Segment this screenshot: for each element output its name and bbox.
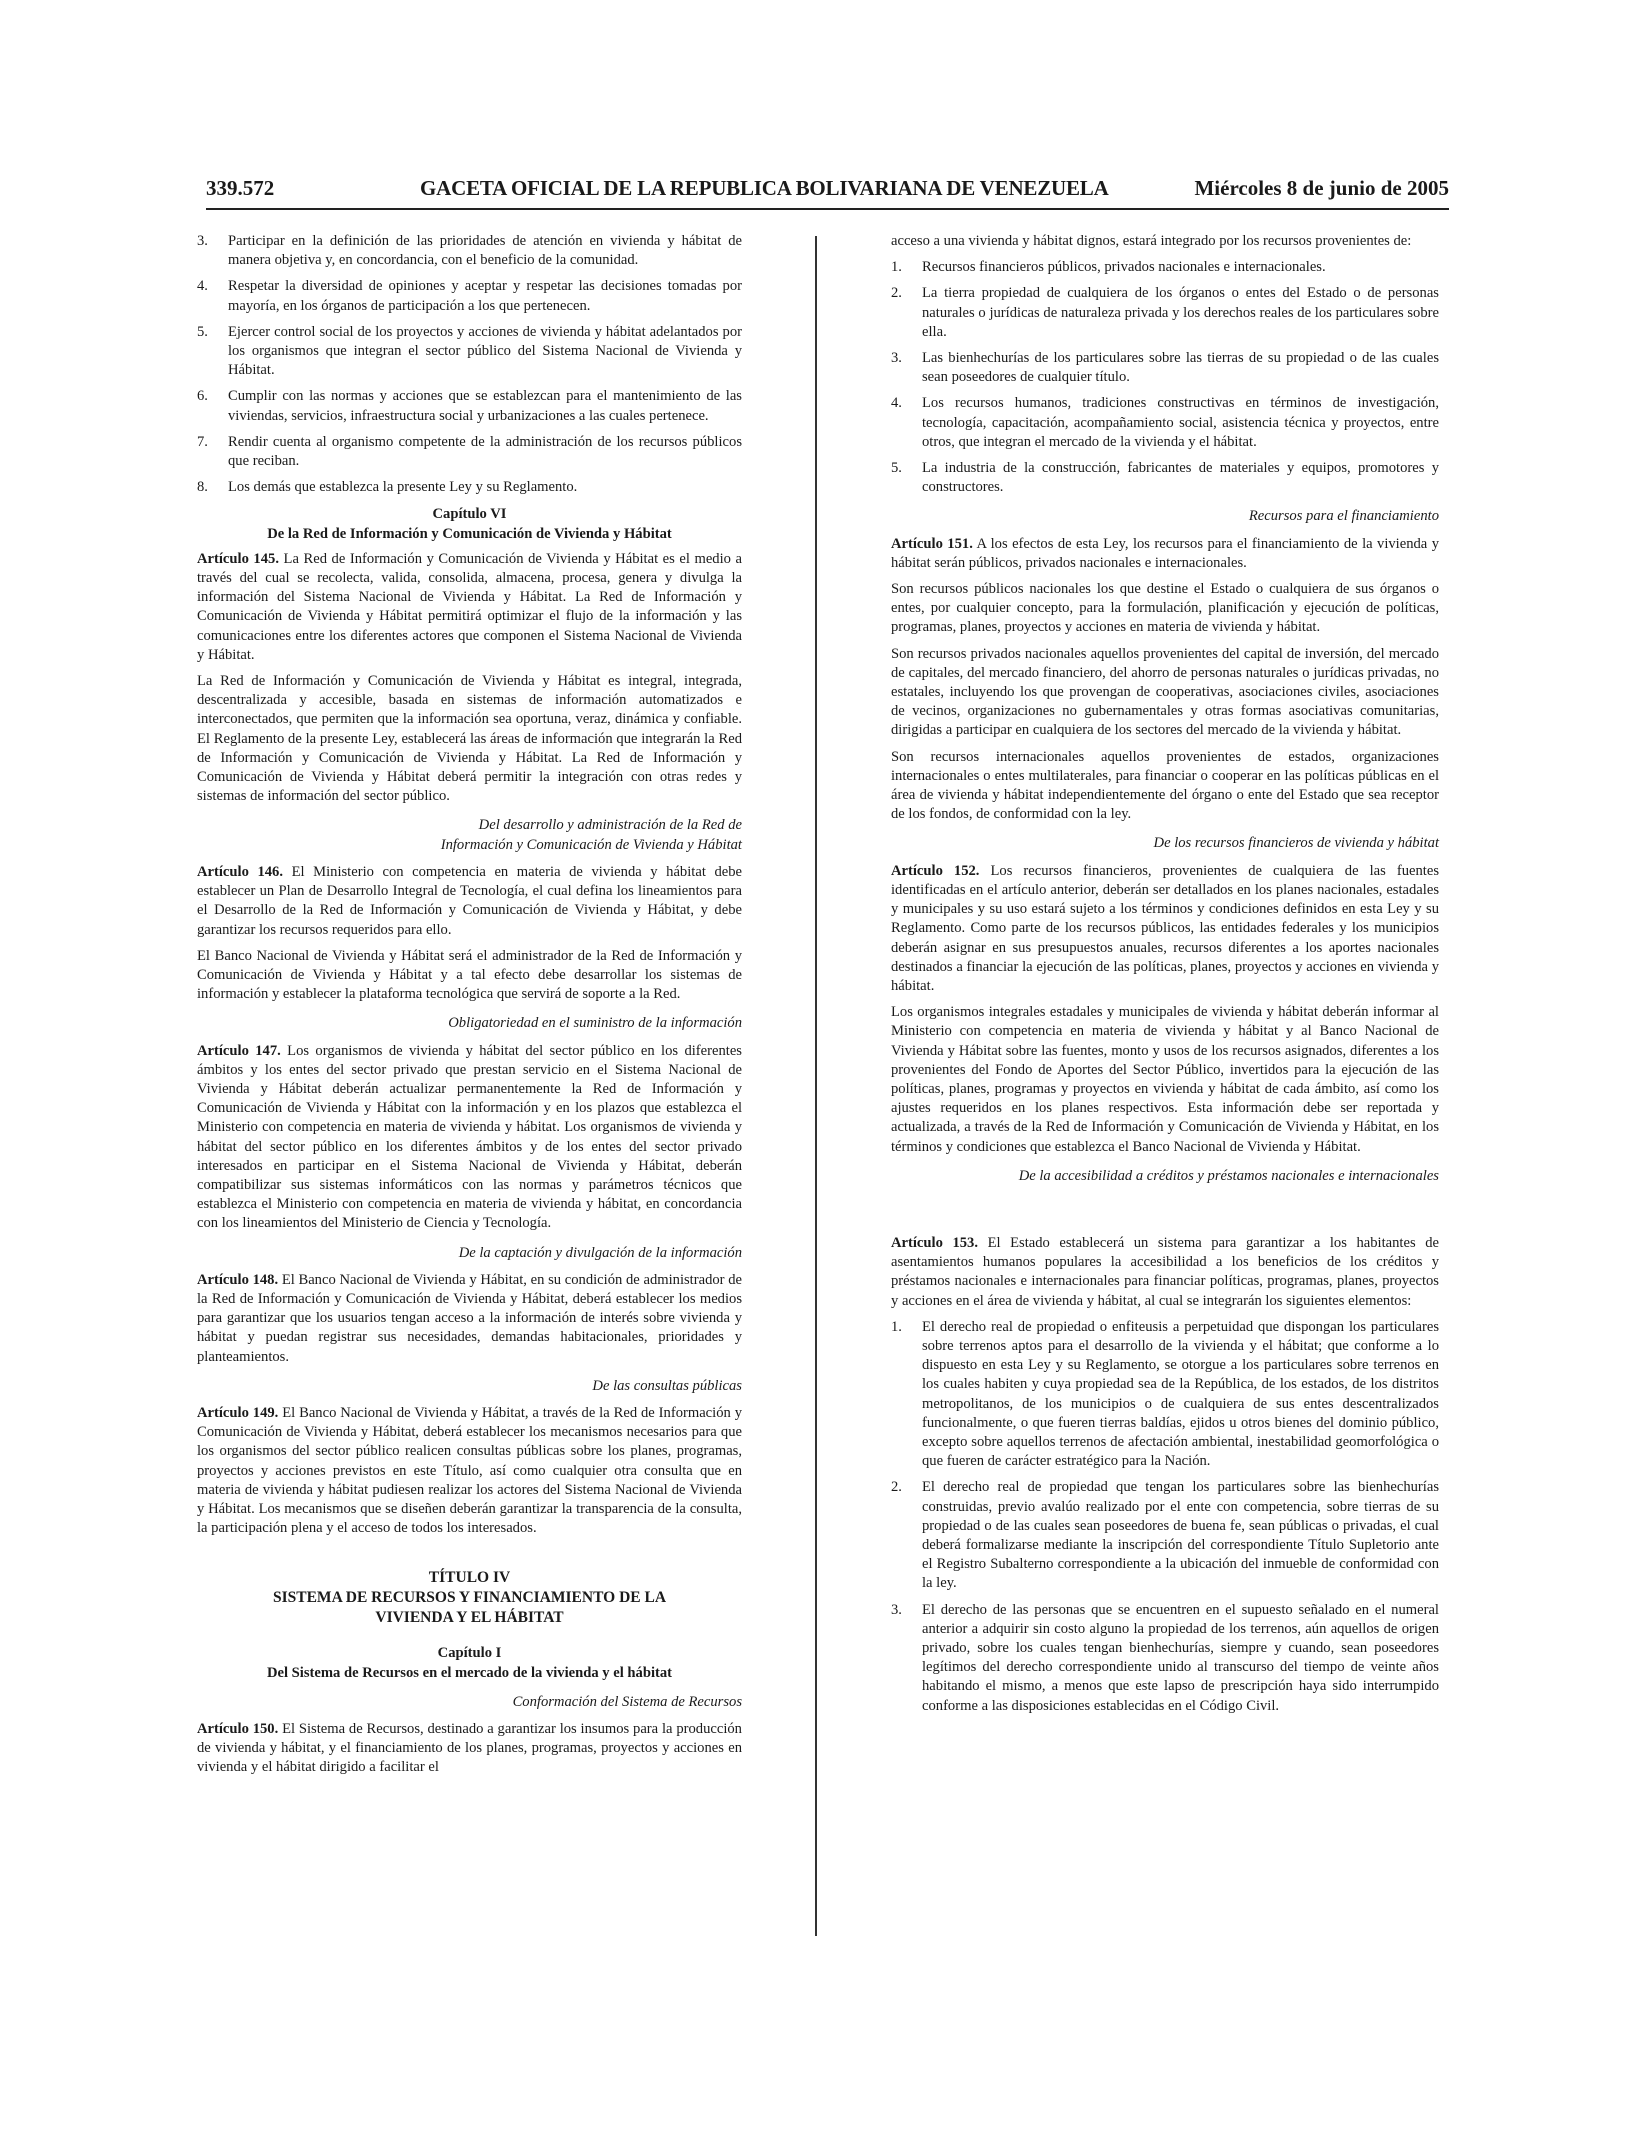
article-continuation: acceso a una vivienda y hábitat dignos, estará integrado por los recursos provenientes de: — [891, 233, 1412, 249]
page-header — [206, 176, 1449, 206]
article-label: Artículo 150. — [197, 1721, 279, 1737]
column-divider — [815, 236, 817, 1936]
article-text: El Banco Nacional de Vivienda y Hábitat, en su condición de administrador de la Red de Información y Comunicación de Vivienda y Hábitat, deberá establecer los medios para garantizar que los usuarios tengan acceso a la información de interés sobre vivienda y hábitat y puedan registrar sus necesidades, demandas habitacionales, prioridades y planteamientos. — [197, 1271, 742, 1365]
list-item — [891, 394, 1439, 452]
right-column — [891, 232, 1439, 1723]
item-text: La industria de la construcción, fabricantes de materiales y equipos, promotores y constructores. — [922, 460, 1439, 496]
list-item — [891, 1478, 1439, 1593]
article-text: Los recursos financieros, provenientes de cualquiera de las fuentes identificadas en el artículo anterior, deberán ser detallados en los planes nacionales, estadales y municipales y su uso estará sujeto a los términos y condiciones definidos en esta Ley y su Reglamento. Como parte de los recursos públicos, las entidades federales y los municipios deberán asignar en sus presupuestos anuales, recursos diferentes a los aportes nacionales destinados a financiar la ejecución de las políticas, planes, proyectos y acciones en vivienda y hábitat. — [891, 862, 1439, 994]
list-item — [197, 277, 742, 315]
article-text: El Ministerio con competencia en materia de vivienda y hábitat debe establecer un Plan de Desarrollo Integral de Tecnología, el cual defina los lineamientos para el Desarrollo de la Red de Información y Comunicación de Vivienda y Hábitat, y debe garantizar los recursos requeridos para ello. — [197, 863, 742, 938]
article-paragraph: Son recursos privados nacionales aquellos provenientes del capital de inversión, del mercado de capitales, del mercado financiero, del ahorro de personas naturales o jurídicas privadas, no estatales, incluyendo los que provengan de cooperativas, asociaciones civiles, asociaciones de vecinos, organizaciones no gubernamentales y otras formas asociativas comunitarias, dirigidas a participar en cualquiera de los sectores del mercado de la vivienda y hábitat. — [891, 645, 1439, 739]
item-number: 3. — [891, 1601, 902, 1618]
article-text: Los organismos de vivienda y hábitat del sector público en los diferentes ámbitos y los entes del sector privado que prestan servicio en el Sistema Nacional de Vivienda y Hábitat deberán actualizar permanentemente la Red de Información y Comunicación de Vivienda y Hábitat con la información y en los plazos que establezca el Ministerio con competencia en materia de vivienda y hábitat. Los organismos de vivienda y hábitat del sector público en los diferentes ámbitos y de los entes del sector privado interesados en participar en el Sistema Nacional de Vivienda y Hábitat, deberán compatibilizar sus sistemas informáticos con las normas y parámetros técnicos que establezca el Ministerio con competencia en materia de vivienda y hábitat, en concordancia con los lineamientos del Ministerio de Ciencia y Tecnología. — [197, 1042, 742, 1232]
item-text: La tierra propiedad de cualquiera de los órganos o entes del Estado o de personas naturales o jurídicas de naturaleza privada y los derechos reales de los particulares sobre ella. — [922, 285, 1439, 340]
list-item — [891, 1318, 1439, 1472]
item-text: Recursos financieros públicos, privados nacionales e internacionales. — [922, 259, 1326, 276]
list-item — [891, 349, 1439, 387]
article-151 — [891, 535, 1439, 573]
item-number: 4. — [197, 278, 208, 295]
list-item — [197, 387, 742, 425]
item-number: 3. — [891, 350, 902, 367]
title-number: TÍTULO IV — [428, 1569, 511, 1587]
item-text: Cumplir con las normas y acciones que se establezcan para el mantenimiento de las viviendas, servicios, infraestructura social y urbanizaciones a las cuales pertenece. — [228, 388, 742, 424]
item-text: Respetar la diversidad de opiniones y aceptar y respetar las decisiones tomadas por mayoría, en los órganos de participación a los que pertenecen. — [228, 278, 742, 314]
publication-title: GACETA OFICIAL DE LA REPUBLICA BOLIVARIANA DE VENEZUELA — [420, 176, 1109, 200]
item-text: Ejercer control social de los proyectos y acciones de vivienda y hábitat adelantados por los organismos que integran el sector público del Sistema Nacional de Vivienda y Hábitat. — [228, 323, 742, 379]
page-number: 339.572 — [206, 176, 275, 200]
item-text: El derecho de las personas que se encuentren en el supuesto señalado en el numeral anterior a adquirir sin costo alguno la propiedad de los terrenos, aún aquellos de origen privado, sobre los cuales tengan bienhechurías, siempre y cuando, sean poseedores legítimos del derecho correspondiente unido al transcurso del tiempo de veinte años habitando el mismo, a menos que este lapso de prescripción haya sido interrumpido conforme a las disposiciones establecidas en el Código Civil. — [922, 1601, 1439, 1714]
section-subheading: De las consultas públicas — [592, 1377, 742, 1394]
section-subheading — [197, 816, 742, 854]
list-item — [891, 1601, 1439, 1716]
item-number: 4. — [891, 395, 902, 412]
article-145 — [197, 550, 742, 665]
header-rule — [206, 208, 1449, 210]
left-column — [197, 232, 742, 1785]
article-label: Artículo 149. — [197, 1404, 279, 1421]
item-text: El derecho real de propiedad que tengan los particulares sobre las bienhechurías construidas, previo avalúo realizado por el ente con competencia, sobre tierras de su propiedad o de las cuales sean poseedores de buena fe, sean públicas o privadas, el cual deberá formalizarse mediante la inscripción del correspondiente Título Supletorio ante el Registro Subalterno correspondiente a la ubicación del inmueble de conformidad con la ley. — [922, 1479, 1439, 1592]
list-item — [197, 433, 742, 471]
item-number: 1. — [891, 1318, 902, 1335]
article-148 — [197, 1271, 742, 1367]
article-149 — [197, 1404, 742, 1538]
chapter-number: Capítulo I — [437, 1645, 502, 1662]
list-item — [197, 323, 742, 381]
article-label: Artículo 151. — [891, 535, 973, 552]
subheading-line: Información y Comunicación de Vivienda y Hábitat — [440, 836, 742, 853]
article-label: Artículo 145. — [197, 550, 279, 567]
section-subheading: De la accesibilidad a créditos y préstamos nacionales e internacionales — [1018, 1167, 1439, 1184]
spacer — [891, 1194, 1439, 1234]
section-subheading: De los recursos financieros de vivienda y hábitat — [1153, 835, 1439, 852]
chapter-number: Capítulo VI — [432, 506, 507, 523]
article-150 — [197, 1720, 742, 1778]
item-number: 2. — [891, 285, 902, 302]
section-subheading: Conformación del Sistema de Recursos — [512, 1693, 742, 1710]
article-152 — [891, 862, 1439, 996]
title-line: VIVIENDA Y EL HÁBITAT — [375, 1609, 564, 1627]
list-item — [197, 232, 742, 270]
item-number: 3. — [197, 233, 208, 249]
item-text: Los recursos humanos, tradiciones constructivas en términos de investigación, tecnología, capacitación, acompañamiento social, asistencia técnica y proyectos, entre otros, que integran el mercado de la vivienda y el hábitat. — [922, 395, 1439, 450]
article-paragraph: Son recursos públicos nacionales los que destine el Estado o cualquiera de sus órganos o entes, por cualquier concepto, para la formulación, planificación y ejecución de políticas, programas, planes, proyectos y acciones en materia de vivienda y hábitat. — [891, 581, 1439, 636]
article-label: Artículo 148. — [197, 1271, 279, 1288]
article-text: A los efectos de esta Ley, los recursos para el financiamiento de la vivienda y hábitat serán públicos, privados nacionales e internacionales. — [891, 535, 1439, 571]
chapter-title: De la Red de Información y Comunicación de Vivienda y Hábitat — [267, 525, 672, 542]
item-number: 6. — [197, 388, 208, 405]
article-text: La Red de Información y Comunicación de Vivienda y Hábitat es el medio a través del cual se recolecta, valida, consolida, almacena, procesa, genera y divulga la información del Sistema Nacional de Vivienda y Hábitat. La Red de Información y Comunicación de Vivienda y Hábitat permitirá optimizar el flujo de la información y las comunicaciones entre los diferentes actores que componen el Sistema Nacional de Vivienda y Hábitat. — [197, 550, 742, 663]
item-text: Participar en la definición de las prioridades de atención en vivienda y hábitat de manera objetiva y, en concordancia, con el beneficio de la comunidad. — [228, 233, 742, 269]
article-146 — [197, 863, 742, 940]
list-item — [891, 459, 1439, 497]
item-number: 2. — [891, 1479, 902, 1496]
chapter-heading — [197, 505, 742, 543]
section-subheading: Recursos para el financiamiento — [1248, 508, 1439, 525]
article-text: El Estado establecerá un sistema para garantizar a los habitantes de asentamientos humanos populares la accesibilidad a los beneficios de los créditos y préstamos nacionales e internacionales para financiar políticas, programas, planes, proyectos y acciones en el área de vivienda y hábitat, al cual se integrarán los siguientes elementos: — [891, 1234, 1439, 1309]
article-label: Artículo 153. — [891, 1234, 978, 1251]
chapter-title: Del Sistema de Recursos en el mercado de la vivienda y el hábitat — [266, 1664, 673, 1681]
title-line: SISTEMA DE RECURSOS Y FINANCIAMIENTO DE LA — [272, 1589, 667, 1607]
article-label: Artículo 152. — [891, 862, 980, 879]
chapter-heading — [197, 1644, 742, 1682]
item-number: 8. — [197, 479, 208, 496]
section-subheading: De la captación y divulgación de la información — [458, 1244, 742, 1261]
item-number: 1. — [891, 259, 902, 276]
item-text: Las bienhechurías de los particulares sobre las tierras de su propiedad o de las cuales sean poseedores de cualquier título. — [922, 350, 1439, 386]
subheading-line: Del desarrollo y administración de la Red de — [478, 817, 742, 834]
item-number: 5. — [891, 460, 902, 477]
publication-date: Miércoles 8 de junio de 2005 — [1194, 176, 1449, 200]
article-paragraph: Los organismos integrales estadales y municipales de vivienda y hábitat deberán informar al Ministerio con competencia en materia de vivienda y hábitat y al Banco Nacional de Vivienda y Hábitat sobre las fuentes, monto y usos de los recursos asignados, diferentes a los provenientes del Fondo de Aportes del Sector Público, invertidos para la ejecución de las políticas, planes, programas y proyectos en vivienda y hábitat de cada ámbito, así como los ajustes requeridos en los planes respectivos. Esta información debe ser reportada y actualizada, a través de la Red de Información y Comunicación de Vivienda y Hábitat, en los términos y condiciones que establezca el Banco Nacional de Vivienda y Hábitat. — [891, 1004, 1439, 1155]
item-text: Los demás que establezca la presente Ley y su Reglamento. — [228, 479, 578, 496]
article-147 — [197, 1042, 742, 1234]
title-heading — [197, 1568, 742, 1628]
article-label: Artículo 146. — [197, 863, 283, 880]
item-number: 7. — [197, 433, 208, 450]
list-item — [891, 258, 1439, 277]
article-text: El Banco Nacional de Vivienda y Hábitat, a través de la Red de Información y Comunicación de Vivienda y Hábitat, deberá establecer los mecanismos necesarios para que los organismos del sector público realicen consultas públicas sobre los planes, programas, proyectos y acciones previstos en este Título, así como cualquier otra consulta que en materia de vivienda y hábitat pudiesen realizar los actores del Sistema Nacional de Vivienda y Hábitat. Los mecanismos que se diseñen deberán garantizar la transparencia de la consulta, la participación plena y el acceso de todos los interesados. — [197, 1404, 742, 1537]
item-number: 5. — [197, 323, 208, 340]
article-paragraph: Son recursos internacionales aquellos provenientes de estados, organizaciones internacionales o entes multilaterales, para financiar o cooperar en las políticas públicas en el área de vivienda y hábitat independientemente del órgano o ente del Estado que sea receptor de los fondos, de conformidad con la ley. — [891, 748, 1439, 823]
item-text: El derecho real de propiedad o enfiteusis a perpetuidad que dispongan los particulares sobre terrenos aptos para el desarrollo de la vivienda y el hábitat; que conforme a lo dispuesto en esta Ley y su Reglamento, se otorgue a los particulares sobre terrenos en los cuales habiten y cuya propiedad sea de la República, de los estados, de los distritos metropolitanos, de los municipios o de cualquiera de sus entes descentralizados funcionalmente, o que fueren tierras baldías, ejidos u otros bienes del dominio público, excepto sobre aquellos terrenos de afectación ambiental, inestabilidad geomorfológica o que fueren de carácter estratégico para la Nación. — [922, 1318, 1439, 1470]
section-subheading: Obligatoriedad en el suministro de la información — [448, 1015, 742, 1032]
list-item — [197, 478, 742, 497]
item-text: Rendir cuenta al organismo competente de la administración de los recursos públicos que reciban. — [228, 433, 742, 470]
article-paragraph: La Red de Información y Comunicación de Vivienda y Hábitat es integral, integrada, descentralizada y accesible, basada en sistemas de información automatizados e interconectados, que permiten que la información sea oportuna, veraz, dinámica y confiable. El Reglamento de la presente Ley, establecerá las áreas de información que integrarán la Red de Información y Comunicación de Vivienda y Hábitat. La Red de Información y Comunicación de Vivienda y Hábitat deberá permitir la integración con otras redes y sistemas de información del sector público. — [197, 673, 742, 805]
article-paragraph: El Banco Nacional de Vivienda y Hábitat será el administrador de la Red de Información y Comunicación de Vivienda y Hábitat y a tal efecto debe desarrollar los sistemas de información y establecer la plataforma tecnológica que servirá de soporte a la Red. — [197, 947, 742, 1003]
list-item — [891, 284, 1439, 342]
article-text: El Sistema de Recursos, destinado a garantizar los insumos para la producción de vivienda y hábitat, y el financiamiento de los planes, programas, proyectos y acciones en vivienda y el hábitat dirigido a facilitar el — [197, 1721, 742, 1776]
article-label: Artículo 147. — [197, 1042, 281, 1059]
article-153 — [891, 1234, 1439, 1311]
